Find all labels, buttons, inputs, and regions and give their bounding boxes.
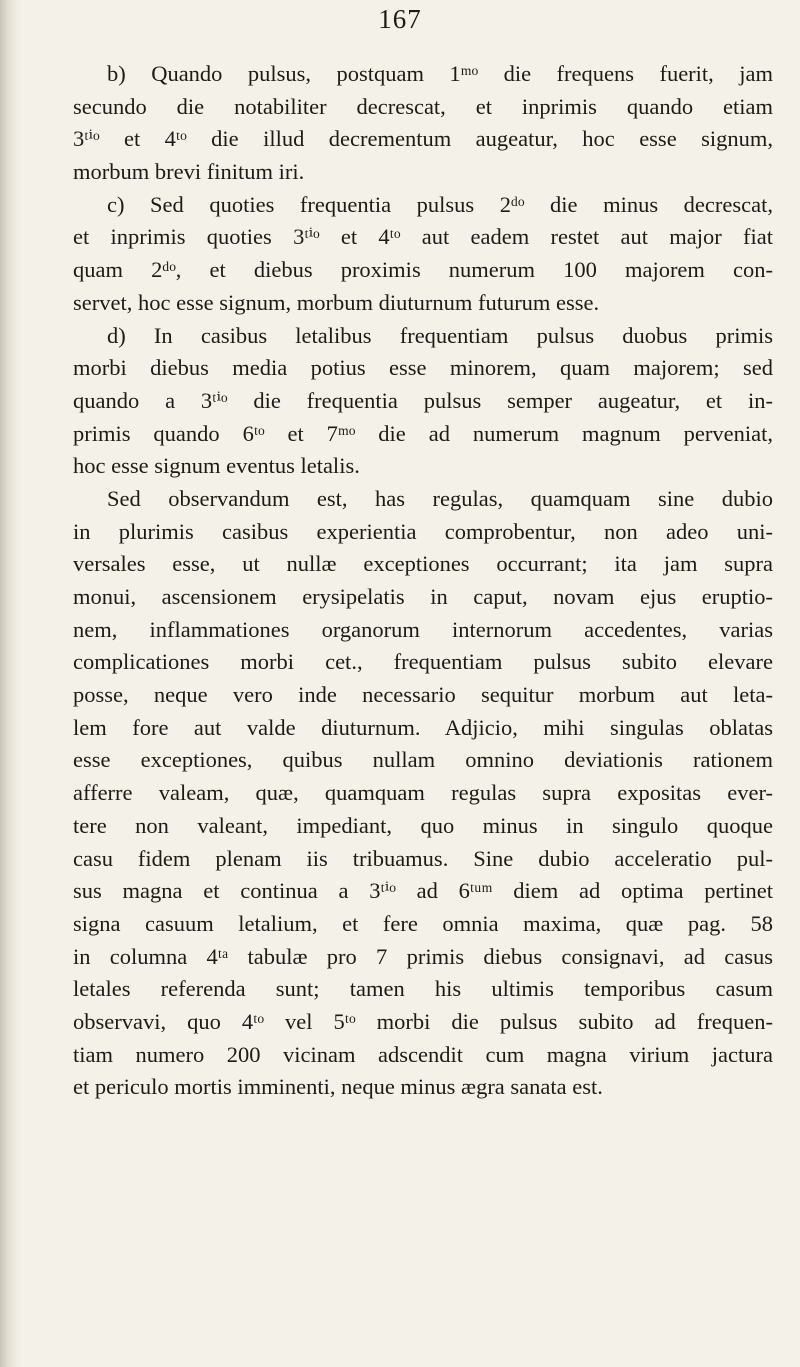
text-line: secundo die notabiliter decrescat, et inprimis quando etiam: [73, 93, 773, 119]
text-line: observavi, quo 4ᵗᵒ vel 5ᵗᵒ morbi die pulsus subito ad frequen-: [73, 1008, 773, 1034]
text-line: nem, inflammationes organorum internorum accedentes, varias: [73, 616, 773, 642]
text-line: quando a 3ᵗⁱᵒ die frequentia pulsus semper augeatur, et in-: [73, 387, 773, 413]
text-line: Sed observandum est, has regulas, quamquam sine dubio: [107, 485, 773, 511]
text-line: monui, ascensionem erysipelatis in caput, novam ejus eruptio-: [73, 584, 773, 609]
text-line: letales referenda sunt; tamen his ultimis temporibus casum: [73, 976, 773, 1002]
text-line: in columna 4ᵗᵃ tabulæ pro 7 primis diebus consignavi, ad casus: [73, 943, 773, 969]
text-line: hoc esse signum eventus letalis.: [73, 453, 360, 479]
text-line: complicationes morbi cet., frequentiam pulsus subito elevare: [73, 649, 773, 675]
text-line: et periculo mortis imminenti, neque minus ægra sanata est.: [73, 1074, 603, 1100]
text-line: et inprimis quoties 3ᵗⁱᵒ et 4ᵗᵒ aut eadem restet aut major fiat: [73, 224, 773, 250]
text-line: esse exceptiones, quibus nullam omnino deviationis rationem: [73, 747, 773, 773]
text-line: lem fore aut valde diuturnum. Adjicio, mihi singulas oblatas: [73, 714, 773, 740]
text-line: posse, neque vero inde necessario sequitur morbum aut leta-: [73, 682, 773, 708]
text-line: primis quando 6ᵗᵒ et 7ᵐᵒ die ad numerum magnum perveniat,: [73, 420, 773, 446]
page-body-text: [73, 58, 773, 1104]
paragraph-observandum: [73, 483, 773, 1104]
text-line: servet, hoc esse signum, morbum diuturnum futurum esse.: [73, 289, 600, 315]
text-line: afferre valeam, quæ, quamquam regulas supra expositas ever-: [73, 780, 773, 806]
page-number: 167: [378, 4, 422, 34]
text-line: in plurimis casibus experientia comprobentur, non adeo uni-: [73, 518, 773, 544]
paragraph-c: [73, 189, 773, 320]
text-line: b) Quando pulsus, postquam 1ᵐᵒ die frequens fuerit, jam: [107, 61, 773, 86]
text-line: casu fidem plenam iis tribuamus. Sine dubio acceleratio pul-: [73, 845, 773, 871]
text-line: morbi diebus media potius esse minorem, quam majorem; sed: [73, 355, 773, 381]
text-line: tere non valeant, impediant, quo minus in singulo quoque: [73, 812, 773, 838]
text-line: quam 2ᵈᵒ, et diebus proximis numerum 100 majorem con-: [73, 257, 773, 283]
text-line: tiam numero 200 vicinam adscendit cum magna virium jactura: [73, 1041, 773, 1067]
paragraph-b: [73, 58, 773, 189]
text-line: c) Sed quoties frequentia pulsus 2ᵈᵒ die minus decrescat,: [107, 191, 773, 217]
text-line: d) In casibus letalibus frequentiam pulsus duobus primis: [107, 322, 773, 348]
text-line: signa casuum letalium, et fere omnia maxima, quæ pag. 58: [73, 910, 773, 936]
paragraph-d: [73, 320, 773, 483]
text-line: versales esse, ut nullæ exceptiones occurrant; ita jam supra: [73, 551, 773, 577]
text-line: sus magna et continua a 3ᵗⁱᵒ ad 6ᵗᵘᵐ diem ad optima pertinet: [73, 878, 773, 904]
text-line: 3ᵗⁱᵒ et 4ᵗᵒ die illud decrementum augeatur, hoc esse signum,: [73, 126, 773, 152]
text-line: morbum brevi finitum iri.: [73, 159, 305, 185]
